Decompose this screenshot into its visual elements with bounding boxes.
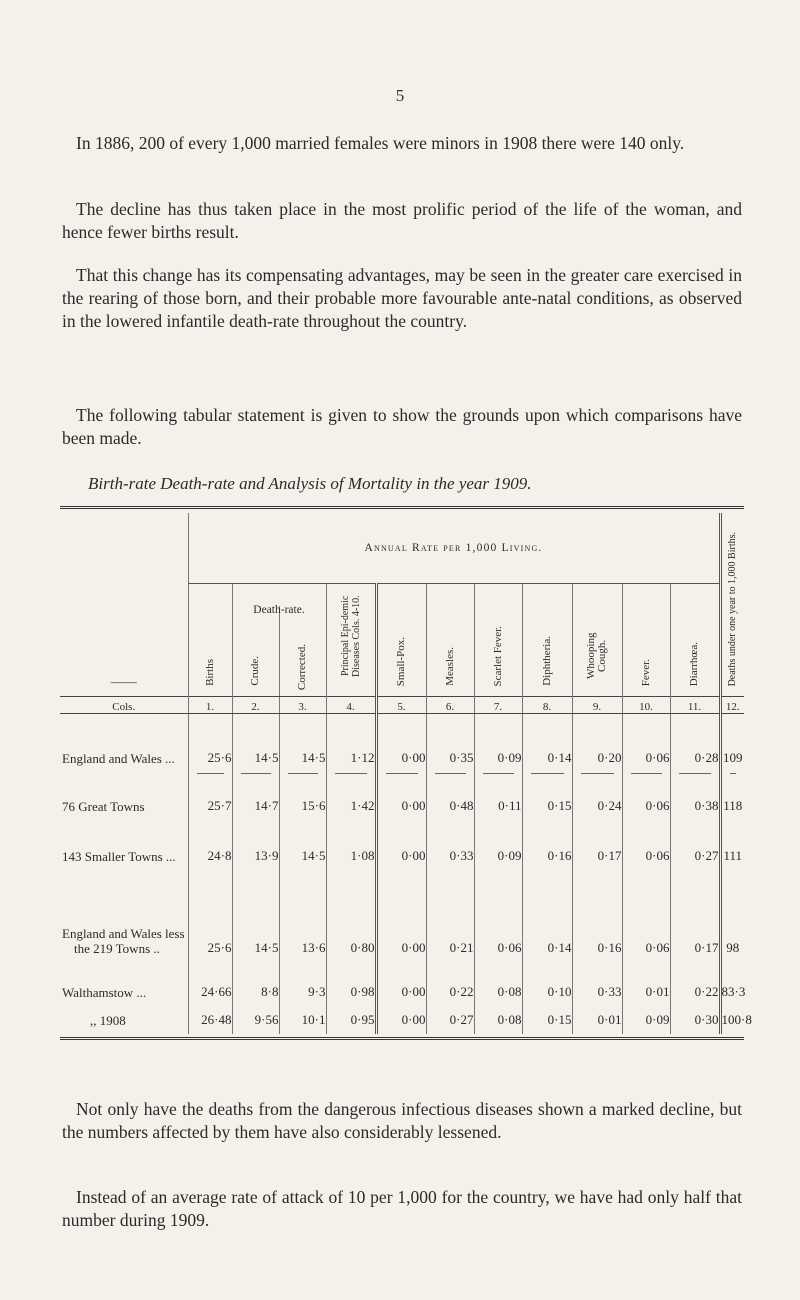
column-number-row: Cols. 1. 2. 3. 4. 5. 6. 7. 8. 9. 10. 11. 12. bbox=[60, 697, 744, 714]
stub-header: —— bbox=[110, 674, 137, 689]
table-caption: Birth-rate Death-rate and Analysis of Mortality in the year 1909. bbox=[88, 474, 532, 493]
table-row: ,, 1908 26·48 9·56 10·1 0·95 0·00 0·27 0·08 0·15 0·01 0·09 0·30 100·8 bbox=[60, 1000, 744, 1034]
col-header-diphtheria: Diphtheria. bbox=[522, 584, 572, 697]
col-header-diarrhoea: Diarrhœa. bbox=[670, 584, 720, 697]
row-label: 143 Smaller Towns ... bbox=[62, 848, 176, 864]
table-row: England and Wales ... 25·6 14·5 14·5 1·12 0·00 0·35 0·09 0·14 0·20 0·06 0·28 109 bbox=[60, 714, 744, 766]
page-number: 5 bbox=[395, 86, 405, 105]
table-row: England and Wales less the 219 Towns .. 25·6 14·5 13·6 0·80 0·00 0·21 0·06 0·14 0·16 0·06 0·17 98 bbox=[60, 864, 744, 956]
table-row: 76 Great Towns 25·7 14·7 15·6 1·42 0·00 0·48 0·11 0·15 0·24 0·06 0·38 118 bbox=[60, 774, 744, 814]
col-header-fever: Fever. bbox=[622, 584, 670, 697]
mortality-table bbox=[60, 506, 752, 1040]
paragraph-decline: The decline has thus taken place in the most prolific period of the life of the woman, and hence fewer births result. bbox=[62, 199, 742, 242]
row-label: Walthamstow ... bbox=[62, 984, 147, 1000]
col-header-principal-epidemic: Principal Epi-demic Diseases Cols. 4-10. bbox=[326, 584, 376, 697]
row-label: ,, 1908 bbox=[90, 1012, 126, 1028]
table-row: 143 Smaller Towns ... 24·8 13·9 14·5 1·08 0·00 0·33 0·09 0·16 0·17 0·06 0·27 111 bbox=[60, 814, 744, 864]
col-header-births: Births bbox=[188, 584, 232, 697]
col-header-crude: Crude. bbox=[249, 656, 261, 686]
death-rate-group bbox=[232, 584, 326, 697]
col-header-measles: Measles. bbox=[426, 584, 474, 697]
table-row: Walthamstow ... 24·66 8·8 9·3 0·98 0·00 0·22 0·08 0·10 0·33 0·01 0·22 83·3 bbox=[60, 956, 744, 1000]
paragraph-minors: In 1886, 200 of every 1,000 married females were minors in 1908 there were 140 only. bbox=[76, 133, 685, 153]
row-label: 76 Great Towns bbox=[62, 798, 145, 814]
death-rate-header: Death-rate. bbox=[253, 604, 305, 616]
paragraph-attack-rate: Instead of an average rate of attack of 10 per 1,000 for the country, we have had only half that number during 1909. bbox=[62, 1187, 742, 1230]
row-label: England and Wales ... bbox=[62, 750, 175, 766]
paragraph-infectious-decline: Not only have the deaths from the dangerous infectious diseases shown a marked decline, but the numbers affected by them have also considerably lessened. bbox=[62, 1099, 742, 1142]
annual-rate-header: Annual Rate per 1,000 Living. bbox=[188, 513, 720, 584]
col-header-corrected: Corrected. bbox=[279, 606, 326, 696]
col-header-infant-deaths: Deaths under one year to 1,000 Births. bbox=[720, 513, 744, 697]
col-header-smallpox: Small-Pox. bbox=[376, 584, 426, 697]
row-separator bbox=[60, 766, 744, 774]
col-header-whooping-cough: Whooping Cough. bbox=[572, 584, 622, 697]
paragraph-advantages: That this change has its compensating advantages, may be seen in the greater care exercised in the rearing of those born, and their probable more favourable ante-natal conditions, as observed in the lowered infantile death-rate throughout the country. bbox=[62, 265, 742, 331]
paragraph-tabular-intro: The following tabular statement is given to show the grounds upon which comparisons have been made. bbox=[62, 405, 742, 448]
row-label: England and Wales less the 219 Towns .. bbox=[62, 925, 185, 956]
col-header-scarlet-fever: Scarlet Fever. bbox=[474, 584, 522, 697]
